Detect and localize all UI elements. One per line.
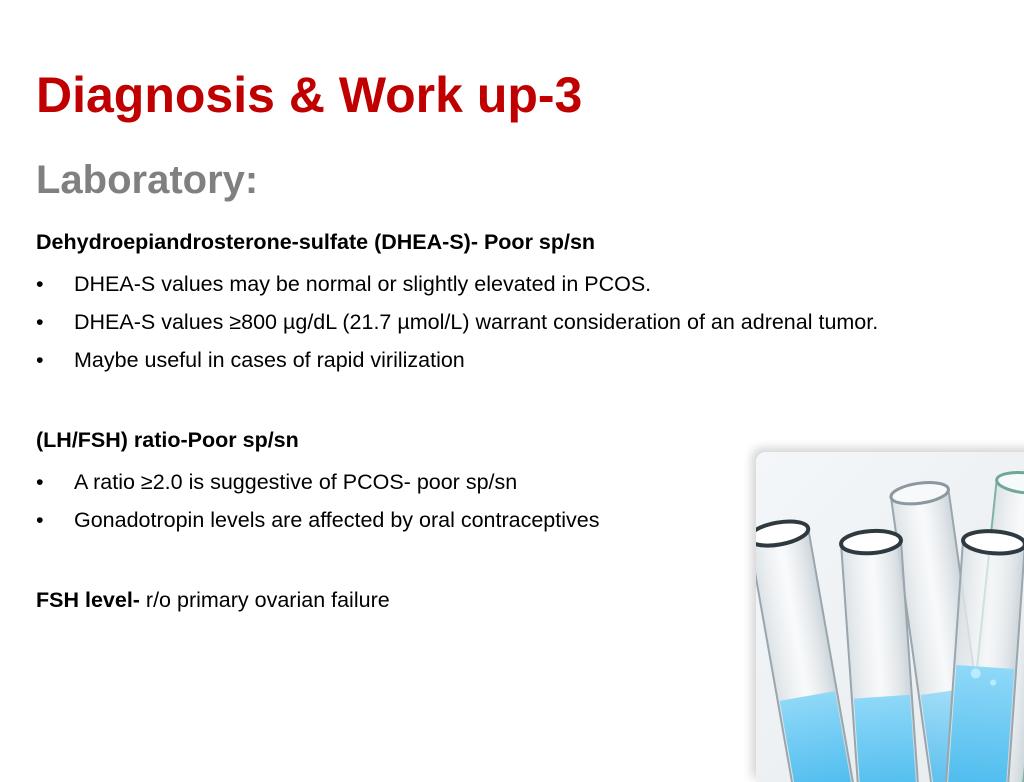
slide-title: Diagnosis & Work up-3 xyxy=(36,67,583,123)
bullet-text: A ratio ≥2.0 is suggestive of PCOS- poor sp/sn xyxy=(74,470,518,494)
bullet-item xyxy=(36,267,986,301)
fsh-label: FSH level- xyxy=(36,588,140,612)
bullet-text: DHEA-S values may be normal or slightly elevated in PCOS. xyxy=(74,272,652,296)
bullet-icon: • xyxy=(36,310,44,334)
section-heading-lh-fsh: (LH/FSH) ratio-Poor sp/sn xyxy=(36,428,299,452)
fsh-text: r/o primary ovarian failure xyxy=(139,588,390,612)
bullet-icon: • xyxy=(36,272,44,296)
bullet-icon: • xyxy=(36,348,44,372)
bullet-icon: • xyxy=(36,508,44,532)
slide-subtitle: Laboratory: xyxy=(36,158,259,202)
bullet-text: Maybe useful in cases of rapid virilization xyxy=(74,348,465,372)
bullet-item xyxy=(36,343,986,377)
bullet-text: DHEA-S values ≥800 µg/dL (21.7 µmol/L) warrant consideration of an adrenal tumor. xyxy=(74,310,879,334)
bullet-item xyxy=(36,305,974,339)
section-heading-dhea: Dehydroepiandrosterone-sulfate (DHEA-S)- Poor sp/sn xyxy=(36,230,596,254)
test-tubes-image xyxy=(756,452,1024,782)
test-tubes-icon xyxy=(756,452,1024,782)
bullet-icon: • xyxy=(36,470,44,494)
bullet-text: Gonadotropin levels are affected by oral contraceptives xyxy=(74,508,600,532)
